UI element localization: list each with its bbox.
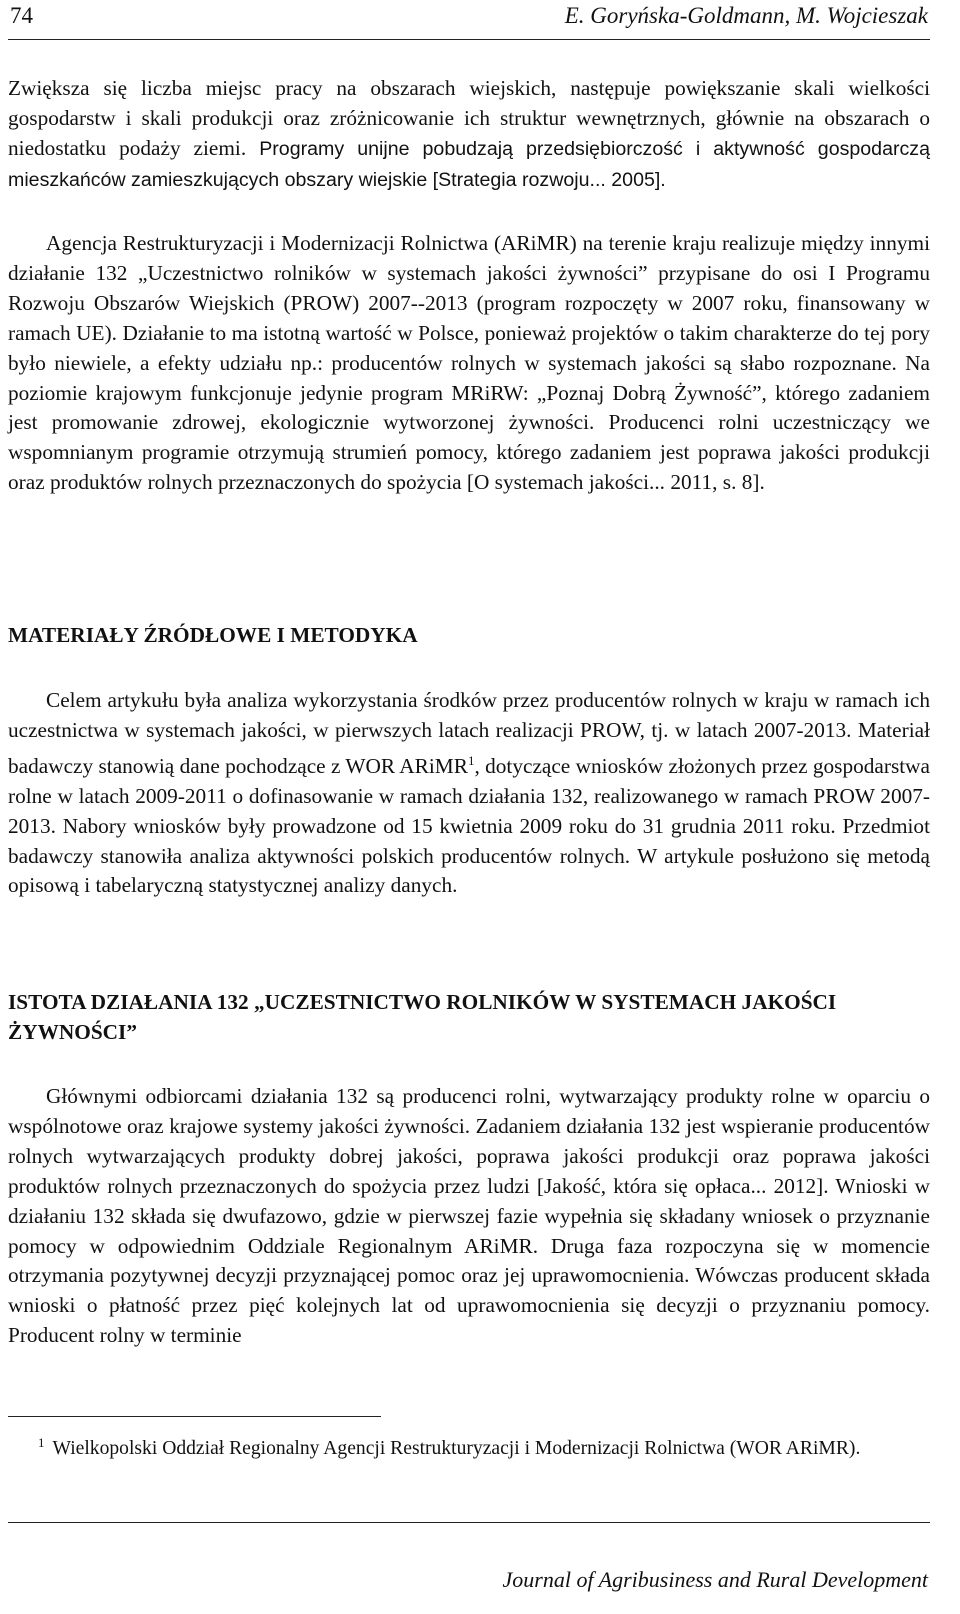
methods-text-1: Celem artykułu była analiza wykorzystania środków przez producentów rolnych w kraju w ramach ich uczestnictwa w systemach jakości, w pierwszych latach realizacji PROW, tj. w latach 2007-2013. Materiał badawczy stanowią dane pochodzące z WOR ARiMR	[8, 688, 930, 778]
footnote-divider	[8, 1416, 381, 1417]
journal-title: Journal of Agribusiness and Rural Development	[502, 1567, 928, 1592]
page-number: 74	[10, 3, 33, 28]
footnote	[8, 1429, 930, 1462]
intro-text-sans: Programy unijne pobudzają przedsiębiorczość i aktywność gospodarczą mieszkańców zamieszkujących obszary wiejskie [Strategia rozwoju... 2005].	[8, 137, 930, 191]
intro-text-serif: Zwiększa się liczba miejsc pracy na obszarach wiejskich, następuje powiększanie skali wielkości gospodarstw i skali produkcji oraz zróżnicowanie ich struktur wewnętrznych, głównie na obszarach o niedostatku podaży ziemi.	[8, 76, 930, 160]
section-heading-materials: MATERIAŁY ŹRÓDŁOWE I METODYKA	[8, 623, 418, 647]
section-heading-measure-132: ISTOTA DZIAŁANIA 132 „UCZESTNICTWO ROLNIKÓW W SYSTEMACH JAKOŚCI ŻYWNOŚCI”	[8, 990, 837, 1044]
footnote-mark: 1	[38, 1435, 45, 1450]
footnote-text: Wielkopolski Oddział Regionalny Agencji Restrukturyzacji i Modernizacji Rolnictwa (WOR ARiMR).	[52, 1438, 861, 1459]
intro-paragraph	[8, 74, 930, 196]
methods-paragraph	[8, 686, 930, 901]
arimr-paragraph: Agencja Restrukturyzacji i Modernizacji Rolnictwa (ARiMR) na terenie kraju realizuje między innymi działanie 132 „Uczestnictwo rolników w systemach jakości żywności” przypisane do osi I Programu Rozwoju Obszarów Wiejskich (PROW) 2007--2013 (program rozpoczęty w 2007 roku, finansowany w ramach UE). Działanie to ma istotną wartość w Polsce, ponieważ projektów o takim charakterze do tej pory było niewiele, a efekty udziału np.: producentów rolnych w systemach jakości są słabo rozpoznane. Na poziomie krajowym funkcjonuje jedynie program MRiRW: „Poznaj Dobrą Żywność”, którego zadaniem jest promowanie zdrowej, ekologicznie wytworzonej żywności. Producenci rolni uczestniczący we wspomnianym programie otrzymują strumień pomocy, którego zadaniem jest poprawa jakości produkcji oraz produktów rolnych przeznaczonych do spożycia [O systemach jakości... 2011, s. 8].	[8, 231, 930, 495]
measure-132-paragraph: Głównymi odbiorcami działania 132 są producenci rolni, wytwarzający produkty rolne w oparciu o wspólnotowe oraz krajowe systemy jakości żywności. Zadaniem działania 132 jest wspieranie producentów rolnych wytwarzających produkty dobrej jakości, poprawa jakości produkcji oraz poprawa jakości produktów rolnych przeznaczonych do spożycia przez ludzi [Jakość, która się opłaca... 2012]. Wnioski w działaniu 132 składa się dwufazowo, gdzie w pierwszej fazie wypełnia się składany wniosek o przyznanie pomocy w odpowiednim Oddziale Regionalnym ARiMR. Druga faza rozpoczyna się w momencie otrzymania pozytywnej decyzji przyznającej pomoc oraz jej uprawomocnienia. Wówczas producent składa wnioski o płatność przez pięć kolejnych lat od uprawomocnienia się decyzji o przyznaniu pomocy. Producent rolny w terminie	[8, 1084, 930, 1348]
methods-text-2: , dotyczące wniosków złożonych przez gospodarstwa rolne w latach 2009-2011 o dofinasowanie w ramach działania 132, realizowanego w ramach PROW 2007-2013. Nabory wniosków były prowadzone od 15 kwietnia 2009 roku do 31 grudnia 2011 roku. Przedmiot badawczy stanowiła analiza aktywności polskich producentów rolnych. W artykule posłużono się metodą opisową i tabelaryczną statystycznej analizy danych.	[8, 753, 931, 898]
page-header	[8, 0, 930, 40]
footer-divider	[8, 1522, 930, 1523]
footnote-reference[interactable]: 1	[467, 752, 475, 768]
running-head-authors: E. Goryńska-Goldmann, M. Wojcieszak	[564, 3, 928, 28]
